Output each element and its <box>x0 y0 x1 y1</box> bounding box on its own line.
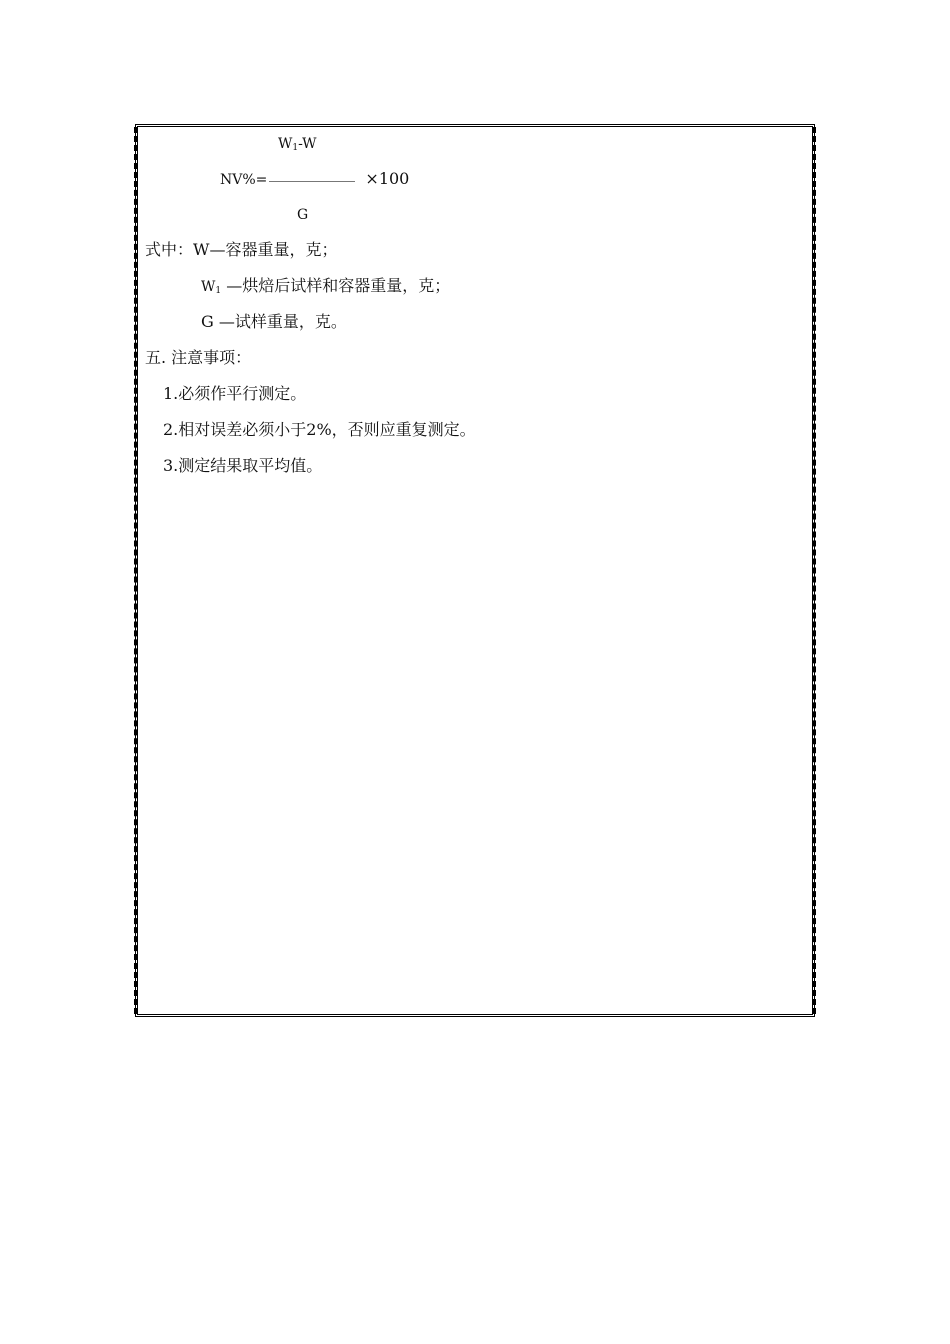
note-item: 2.相对误差必须小于2%，否则应重复测定。 <box>163 420 476 439</box>
formula-denominator: G <box>297 207 309 223</box>
formula-multiplier: ×100 <box>365 169 410 188</box>
note-item: 1.必须作平行测定。 <box>163 384 307 403</box>
formula-main-line <box>220 169 409 190</box>
note-item: 3.测定结果取平均值。 <box>163 456 323 475</box>
formula-numerator: $W_1-W$ <box>278 136 317 153</box>
notes-heading: 五. 注意事项： <box>145 348 252 367</box>
legend-intro: 式中：W—容器重量，克； <box>145 240 338 259</box>
fraction-bar <box>269 181 355 182</box>
legend-g: G —试样重量，克。 <box>201 312 347 331</box>
formula-lhs: NV%= <box>220 172 268 188</box>
legend-w1: $W_1$ —烘焙后试样和容器重量，克； <box>201 276 451 296</box>
